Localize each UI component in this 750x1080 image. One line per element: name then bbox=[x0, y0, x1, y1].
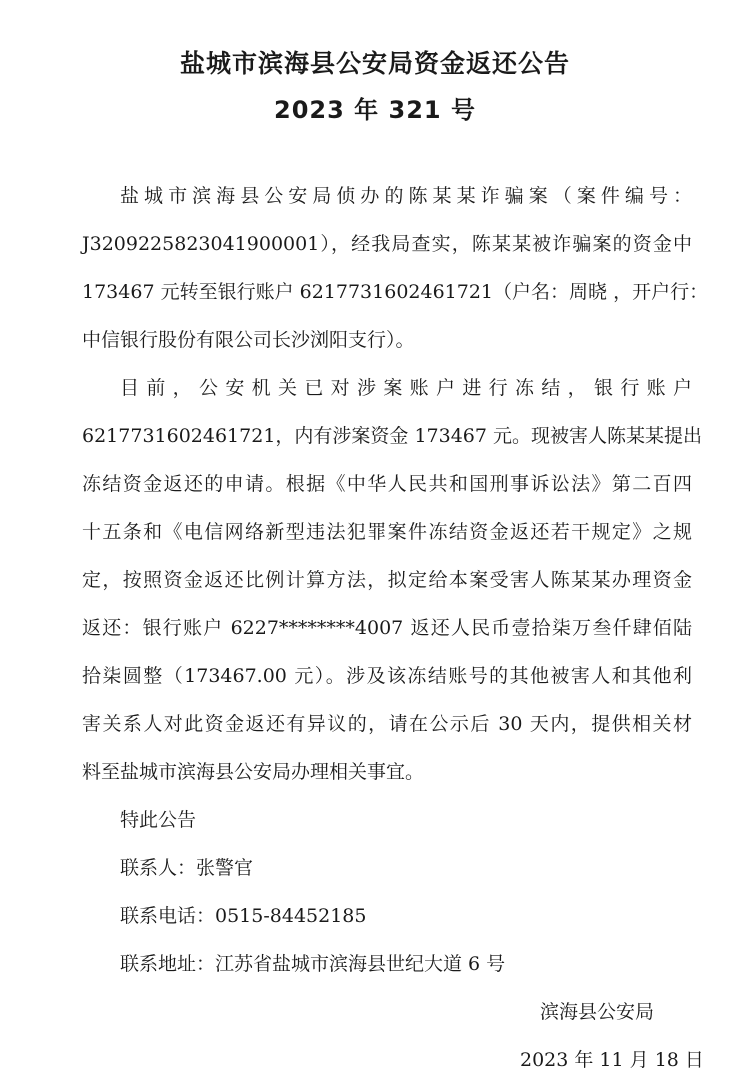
issuer-name: 滨海县公安局 bbox=[540, 1001, 655, 1023]
notice-closing: 特此公告 bbox=[120, 809, 197, 831]
paragraph-2-line-5: 定，按照资金返还比例计算方法，拟定给本案受害人陈某某办理资金 bbox=[82, 569, 692, 591]
issue-date: 2023 年 11 月 18 日 bbox=[520, 1049, 704, 1071]
paragraph-2-line-4: 十五条和《电信网络新型违法犯罪案件冻结资金返还若干规定》之规 bbox=[82, 521, 692, 543]
document-title: 盐城市滨海县公安局资金返还公告 bbox=[179, 49, 570, 78]
paragraph-2-line-1: 目前，公安机关已对涉案账户进行冻结，银行账户 bbox=[120, 377, 692, 399]
paragraph-2-line-6: 返还：银行账户 6227********4007 返还人民币壹拾柒万叁仟肆佰陆 bbox=[82, 617, 692, 639]
contact-person: 联系人：张警官 bbox=[120, 857, 254, 879]
contact-phone: 联系电话：0515-84452185 bbox=[120, 905, 367, 927]
paragraph-2-line-3: 冻结资金返还的申请。根据《中华人民共和国刑事诉讼法》第二百四 bbox=[82, 473, 692, 495]
paragraph-2-line-2: 6217731602461721，内有涉案资金 173467 元。现被害人陈某某提出 bbox=[82, 425, 703, 447]
paragraph-1-line-4: 中信银行股份有限公司长沙浏阳支行）。 bbox=[82, 329, 415, 351]
paragraph-1-line-1: 盐城市滨海县公安局侦办的陈某某诈骗案（案件编号： bbox=[120, 185, 692, 207]
paragraph-1-line-2: J3209225823041900001），经我局查实，陈某某被诈骗案的资金中 bbox=[82, 233, 692, 255]
paragraph-1-line-3: 173467 元转至银行账户 6217731602461721（户名：周晓 ，开户行： bbox=[82, 281, 709, 303]
paragraph-2-line-8: 害关系人对此资金返还有异议的，请在公示后 30 天内，提供相关材 bbox=[82, 713, 692, 735]
paragraph-2-line-7: 拾柒圆整（173467.00 元）。涉及该冻结账号的其他被害人和其他利 bbox=[82, 665, 692, 687]
paragraph-2-line-9: 料至盐城市滨海县公安局办理相关事宜。 bbox=[82, 761, 425, 783]
document-number: 2023 年 321 号 bbox=[274, 96, 476, 124]
contact-address: 联系地址：江苏省盐城市滨海县世纪大道 6 号 bbox=[120, 953, 506, 975]
